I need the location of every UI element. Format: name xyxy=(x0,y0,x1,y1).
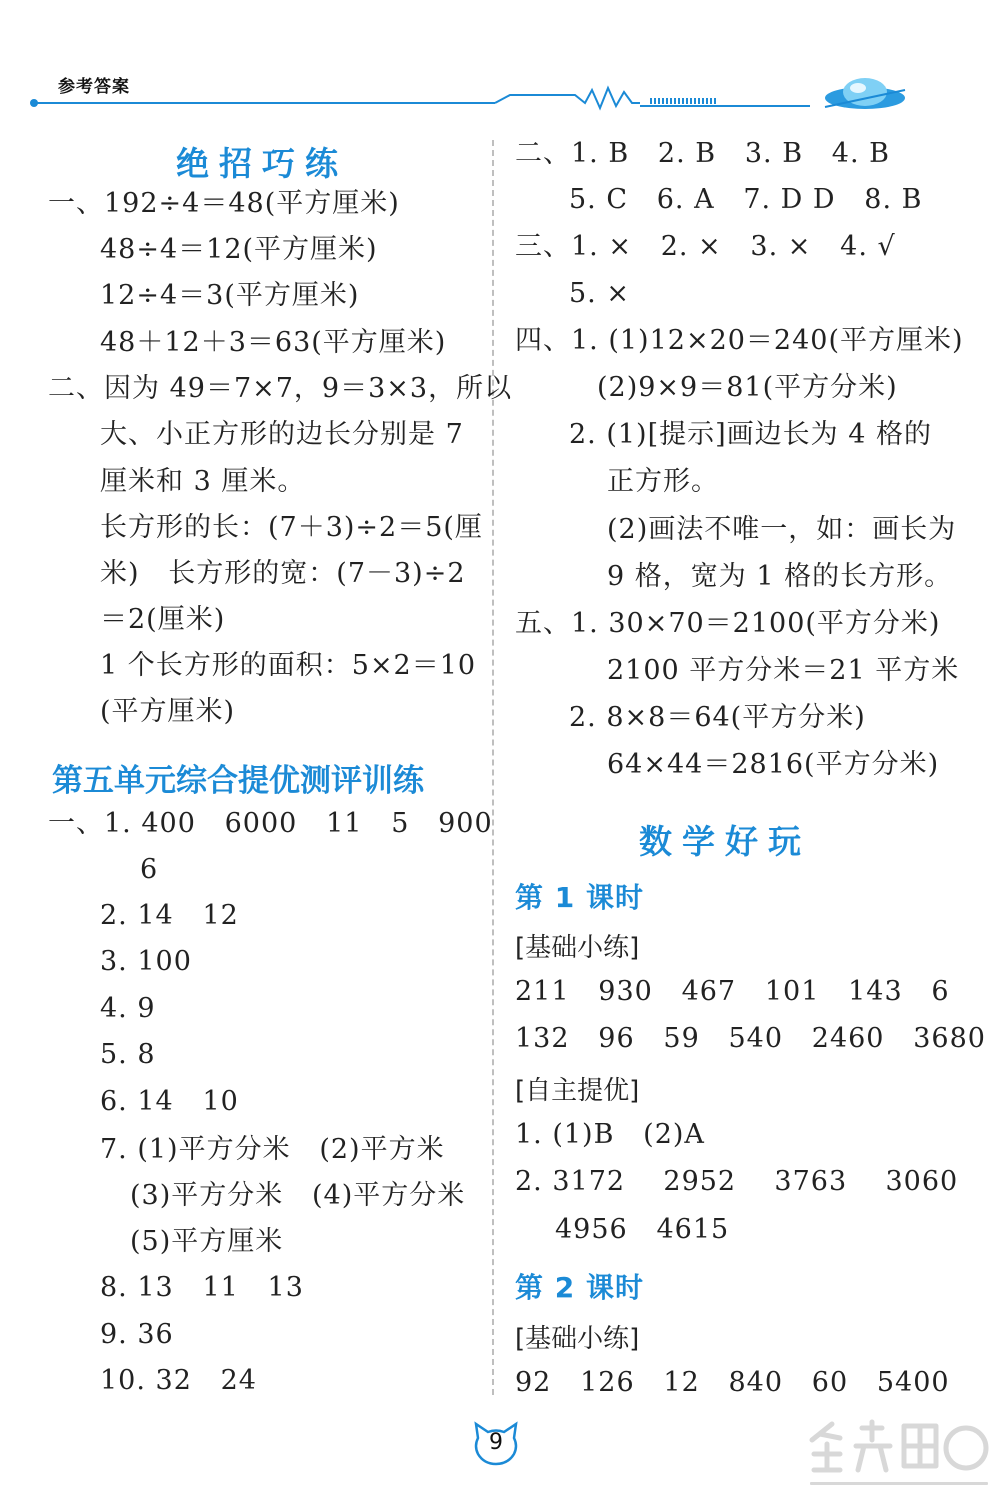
subsection-label: [基础小练] xyxy=(515,1324,640,1354)
answer-line: 48＋12＋3＝63(平方厘米) xyxy=(100,327,447,358)
ufo-icon xyxy=(825,78,905,109)
page-header xyxy=(0,0,1000,130)
answer-line: 132 96 59 540 2460 3680 xyxy=(515,1023,986,1054)
answer-line: 211 930 467 101 143 6 xyxy=(515,976,950,1007)
answer-line: (3)平方分米 (4)平方分米 xyxy=(130,1180,466,1211)
answer-line: 92 126 12 840 60 5400 xyxy=(515,1367,950,1398)
answer-line: (2)画法不唯一，如：画长为 xyxy=(607,514,957,545)
answer-line: 一、192÷4＝48(平方厘米) xyxy=(48,188,400,219)
answer-line: 二、因为 49＝7×7，9＝3×3，所以 xyxy=(48,373,513,404)
answer-line: 一、1. 400 6000 11 5 900 xyxy=(48,808,493,839)
answer-line: (平方厘米) xyxy=(100,696,236,727)
answer-line: 1. (1)B (2)A xyxy=(515,1119,705,1150)
answer-line: 厘米和 3 厘米。 xyxy=(100,466,306,497)
section-heading-unit5: 第五单元综合提优测评训练 xyxy=(52,763,424,799)
answer-line: 48÷4＝12(平方厘米) xyxy=(100,234,378,265)
lesson-heading-1: 第 1 课时 xyxy=(515,881,644,914)
answer-line: 1 个长方形的面积：5×2＝10 xyxy=(100,650,477,681)
answer-line: ＝2(厘米) xyxy=(100,604,226,635)
header-decoration xyxy=(0,0,1000,130)
answer-line: 3. 100 xyxy=(100,946,192,977)
section-heading-juezhao: 绝招巧练 xyxy=(176,144,348,183)
answer-line: 9 格，宽为 1 格的长方形。 xyxy=(607,561,953,592)
watermark-logo xyxy=(800,1410,995,1505)
answer-line: 米) 长方形的宽：(7－3)÷2 xyxy=(100,558,466,589)
answer-line: 2. 3172 2952 3763 3060 xyxy=(515,1166,959,1197)
answer-line: 9. 36 xyxy=(100,1319,174,1350)
page-number: 9 xyxy=(489,1430,503,1455)
answer-line: 大、小正方形的边长分别是 7 xyxy=(100,419,464,450)
answer-line: 四、1. (1)12×20＝240(平方厘米) xyxy=(515,325,964,356)
answer-line: (5)平方厘米 xyxy=(130,1226,284,1257)
column-divider xyxy=(492,140,494,1395)
answer-line: 12÷4＝3(平方厘米) xyxy=(100,280,360,311)
answer-line: 7. (1)平方分米 (2)平方米 xyxy=(100,1134,445,1165)
answer-line: 64×44＝2816(平方分米) xyxy=(607,749,940,780)
answer-line: 五、1. 30×70＝2100(平方分米) xyxy=(515,608,941,639)
section-heading-shuxue: 数学好玩 xyxy=(639,822,811,861)
page-number-badge xyxy=(472,1420,520,1468)
answer-line: 5. × xyxy=(569,278,630,309)
lesson-heading-2: 第 2 课时 xyxy=(515,1271,644,1304)
answer-line: 8. 13 11 13 xyxy=(100,1272,304,1303)
answer-line: 2100 平方分米＝21 平方米 xyxy=(607,655,960,686)
answer-line: 10. 32 24 xyxy=(100,1365,257,1396)
answer-line: 二、1. B 2. B 3. B 4. B xyxy=(515,138,890,169)
subsection-label: [基础小练] xyxy=(515,933,640,963)
answer-line: 6 xyxy=(140,854,159,885)
answer-line: 正方形。 xyxy=(607,466,719,497)
answer-line: 5. C 6. A 7. D D 8. B xyxy=(569,184,923,215)
answer-line: 5. 8 xyxy=(100,1039,156,1070)
answer-line: 长方形的长：(7＋3)÷2＝5(厘 xyxy=(100,512,483,543)
answer-line: 2. 14 12 xyxy=(100,900,239,931)
answer-line: 2. 8×8＝64(平方分米) xyxy=(569,702,866,733)
answer-line: 2. (1)[提示]画边长为 4 格的 xyxy=(569,419,932,450)
answer-line: 6. 14 10 xyxy=(100,1086,239,1117)
answer-line: (2)9×9＝81(平方分米) xyxy=(597,372,898,403)
answer-line: 三、1. × 2. × 3. × 4. √ xyxy=(515,231,896,262)
answer-line: 4956 4615 xyxy=(555,1214,730,1245)
answer-line: 4. 9 xyxy=(100,993,156,1024)
subsection-label: [自主提优] xyxy=(515,1076,640,1106)
header-label: 参考答案 xyxy=(58,77,130,97)
